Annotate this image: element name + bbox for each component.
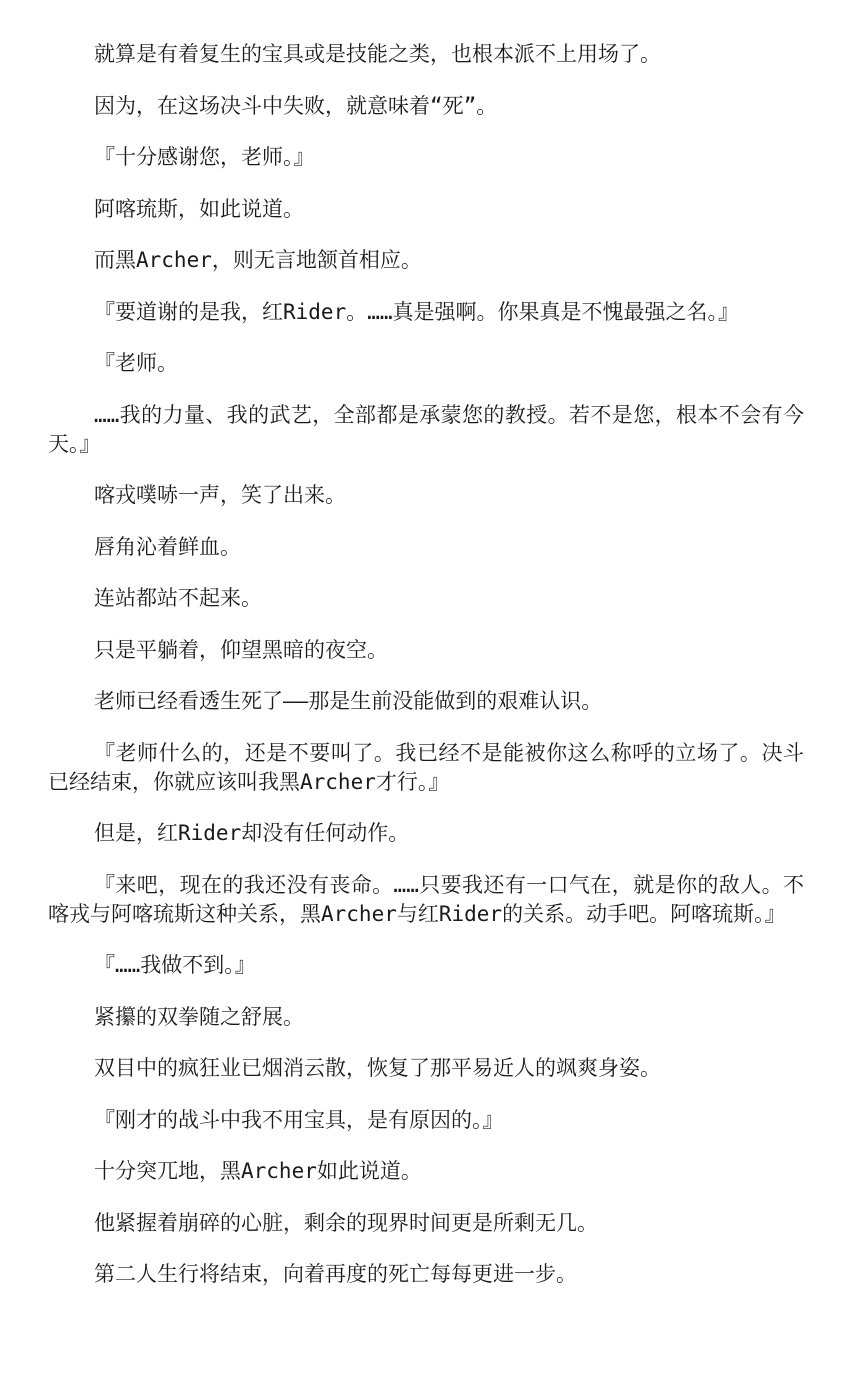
paragraph: 『要道谢的是我，红Rider。……真是强啊。你果真是不愧最强之名。』	[94, 299, 739, 324]
paragraph: ……我的力量、我的武艺，全部都是承蒙您的教授。若不是您，根本不会有今天。』	[48, 402, 804, 456]
paragraph: 『老师什么的，还是不要叫了。我已经不是能被你这么称呼的立场了。决斗已经结束，你就应该叫我黑Archer才行。』	[48, 740, 804, 794]
paragraph: 『刚才的战斗中我不用宝具，是有原因的。』	[94, 1107, 504, 1132]
paragraph: 因为，在这场决斗中失败，就意味着“死”。	[94, 93, 498, 118]
paragraph: 『十分感谢您，老师。』	[94, 145, 315, 169]
paragraph: 第二人生行将结束，向着再度的死亡每每更进一步。	[94, 1262, 577, 1286]
paragraph: 『老师。	[94, 351, 178, 375]
paragraph: 老师已经看透生死了——那是生前没能做到的艰难认识。	[94, 689, 603, 713]
paragraph: 就算是有着复生的宝具或是技能之类，也根本派不上用场了。	[94, 42, 661, 66]
paragraph: 『……我做不到。』	[94, 953, 256, 977]
paragraph: 只是平躺着，仰望黑暗的夜空。	[94, 637, 388, 662]
paragraph: 唇角沁着鲜血。	[94, 534, 241, 559]
paragraph: 他紧握着崩碎的心脏，剩余的现界时间更是所剩无几。	[94, 1210, 598, 1235]
paragraph: 紧攥的双拳随之舒展。	[94, 1004, 304, 1029]
paragraph: 十分突兀地，黑Archer如此说道。	[94, 1159, 422, 1183]
paragraph: 『来吧，现在的我还没有丧命。……只要我还有一口气在，就是你的敌人。不喀戎与阿喀琉斯这种关系，黑Archer与红Rider的关系。动手吧。阿喀琉斯。』	[48, 872, 804, 926]
paragraph: 阿喀琉斯，如此说道。	[94, 196, 304, 221]
paragraph: 连站都站不起来。	[94, 586, 262, 610]
paragraph: 但是，红Rider却没有任何动作。	[94, 821, 410, 845]
paragraph: 喀戎噗哧一声，笑了出来。	[94, 483, 346, 507]
paragraph: 而黑Archer，则无言地颔首相应。	[94, 248, 422, 272]
paragraph: 双目中的疯狂业已烟消云散，恢复了那平易近人的飒爽身姿。	[94, 1056, 661, 1080]
